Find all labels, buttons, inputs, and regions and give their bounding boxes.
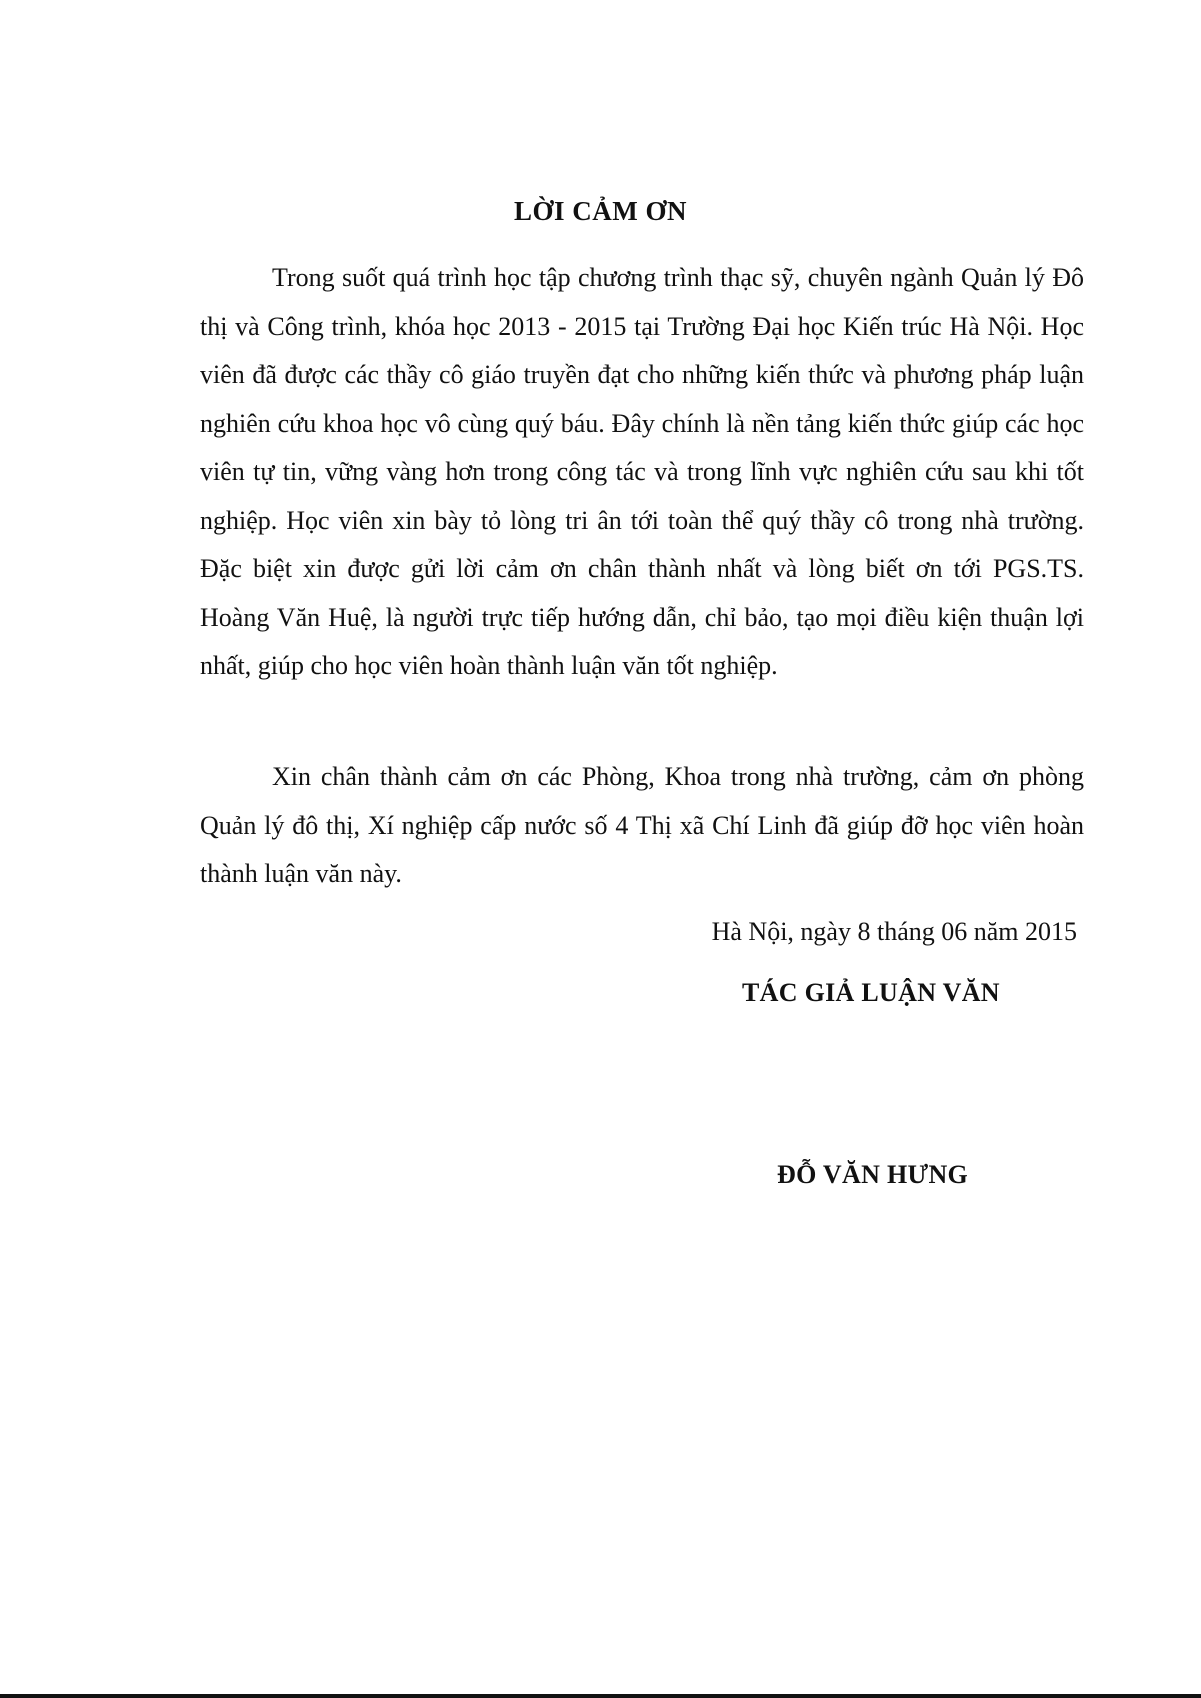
date-line: Hà Nội, ngày 8 tháng 06 năm 2015 <box>711 917 1077 946</box>
paragraph-thanks-departments: Xin chân thành cảm ơn các Phòng, Khoa trong nhà trường, cảm ơn phòng Quản lý đô thị, Xí nghiệp cấp nước số 4 Thị xã Chí Linh đã giúp đỡ học viên hoàn thành luận văn này. <box>200 762 1084 888</box>
author-label: TÁC GIẢ LUẬN VĂN <box>742 978 1000 1007</box>
author-name: ĐỖ VĂN HƯNG <box>777 1160 969 1189</box>
page-title: LỜI CẢM ƠN <box>514 196 687 226</box>
page-bottom-border <box>0 1694 1201 1698</box>
paragraph-gratitude: Trong suốt quá trình học tập chương trình thạc sỹ, chuyên ngành Quản lý Đô thị và Công trình, khóa học 2013 - 2015 tại Trường Đại học Kiến trúc Hà Nội. Học viên đã được các thầy cô giáo truyền đạt cho những kiến thức và phương pháp luận nghiên cứu khoa học vô cùng quý báu. Đây chính là nền tảng kiến thức giúp các học viên tự tin, vững vàng hơn trong công tác và trong lĩnh vực nghiên cứu sau khi tốt nghiệp. Học viên xin bày tỏ lòng tri ân tới toàn thể quý thầy cô trong nhà trường. Đặc biệt xin được gửi lời cảm ơn chân thành nhất và lòng biết ơn tới PGS.TS. Hoàng Văn Huệ, là người trực tiếp hướng dẫn, chỉ bảo, tạo mọi điều kiện thuận lợi nhất, giúp cho học viên hoàn thành luận văn tốt nghiệp. <box>200 263 1084 680</box>
